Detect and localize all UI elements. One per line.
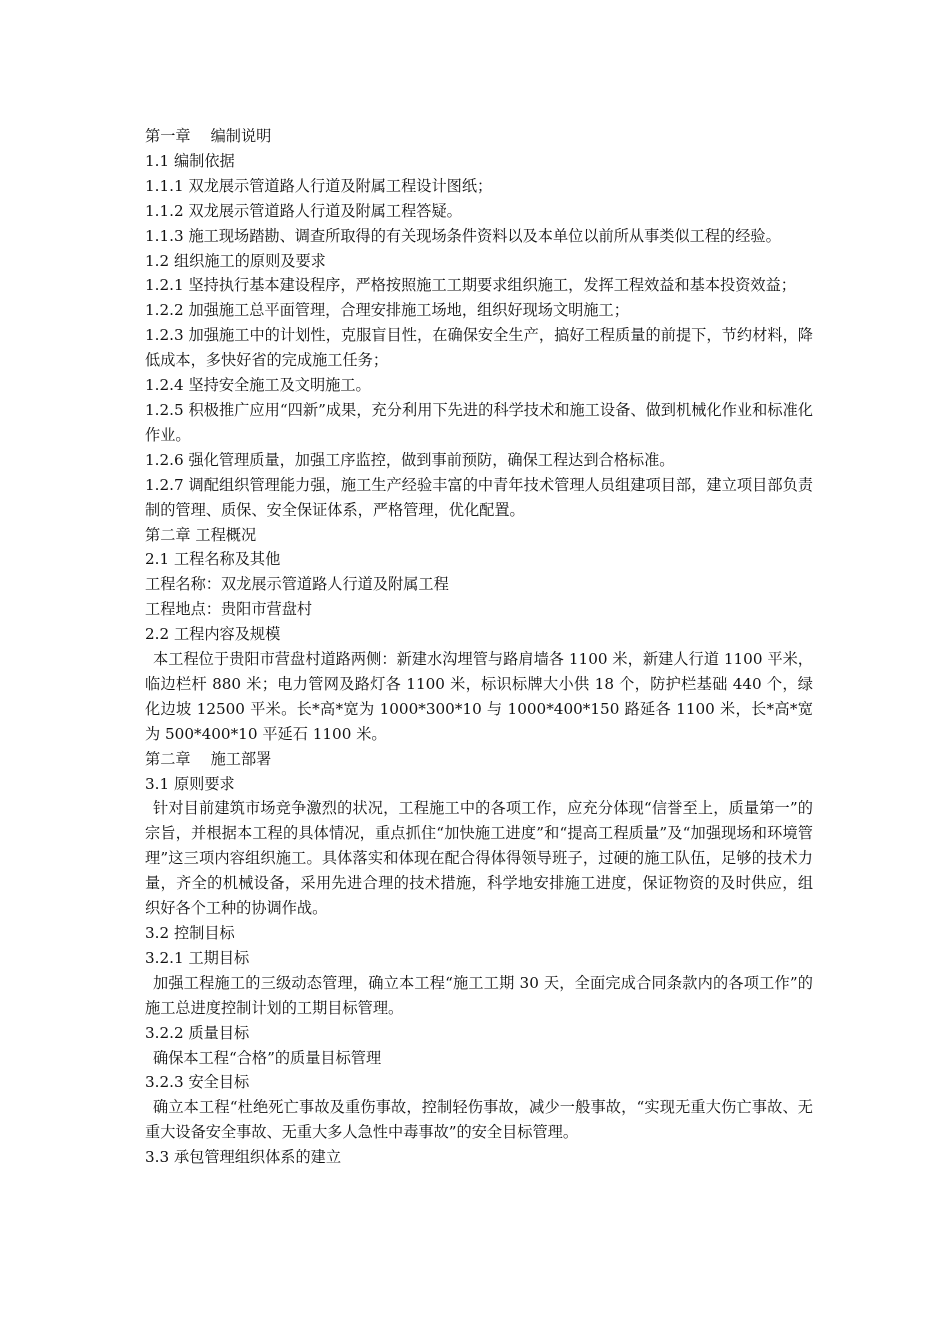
- section-2-2-body: 本工程位于贵阳市营盘村道路两侧：新建水沟埋管与路肩墙各 1100 米，新建人行道 1100 平米，临边栏杆 880 米；电力管网及路灯各 1100 米，标识标牌大小供 18 个，防护栏基础 440 个，绿化边坡 12500 平米。长*高*宽为 1000*300*10 与 1000*400*150 路延各 1100 米，长*高*宽为 500*400*10 平延石 1100 米。: [145, 650, 813, 743]
- section-3-2-3-body: 确立本工程“杜绝死亡事故及重伤事故，控制轻伤事故，减少一般事故，“实现无重大伤亡事故、无重大设备安全事故、无重大多人急性中毒事故”的安全目标管理。: [145, 1098, 813, 1142]
- item-1-1-2: 1.1.2 双龙展示管道路人行道及附属工程答疑。: [145, 201, 462, 220]
- section-3-2-1-body: 加强工程施工的三级动态管理，确立本工程“施工工期 30 天，全面完成合同条款内的各项工作”的施工总进度控制计划的工期目标管理。: [145, 973, 813, 1017]
- section-3-1-body: 针对目前建筑市场竞争激烈的状况，工程施工中的各项工作，应充分体现“信誉至上，质量第一”的宗旨，并根据本工程的具体情况，重点抓住“加快施工进度”和“提高工程质量”及“加强现场和环境管理”这三项内容组织施工。具体落实和体现在配合得体得领导班子，过硬的施工队伍，足够的技术力量，齐全的机械设备，采用先进合理的技术措施，科学地安排施工进度，保证物资的及时供应，组织好各个工种的协调作战。: [145, 799, 813, 918]
- section-3-2-3-heading: 3.2.3 安全目标: [145, 1073, 250, 1092]
- chapter-3-title: 第二章 施工部署: [145, 749, 272, 768]
- section-3-2-2-heading: 3.2.2 质量目标: [145, 1023, 250, 1042]
- item-1-2-7: 1.2.7 调配组织管理能力强，施工生产经验丰富的中青年技术管理人员组建项目部，建立项目部负责制的管理、质保、安全保证体系，严格管理，优化配置。: [145, 475, 813, 519]
- section-3-2-2-body: 确保本工程“合格”的质量目标管理: [153, 1048, 382, 1067]
- section-2-1-heading: 2.1 工程名称及其他: [145, 550, 281, 569]
- section-1-2-heading: 1.2 组织施工的原则及要求: [145, 251, 326, 270]
- item-1-1-3: 1.1.3 施工现场踏勘、调查所取得的有关现场条件资料以及本单位以前所从事类似工程的经验。: [145, 226, 781, 245]
- item-1-2-6: 1.2.6 强化管理质量，加强工序监控，做到事前预防，确保工程达到合格标准。: [145, 450, 675, 469]
- section-3-2-1-heading: 3.2.1 工期目标: [145, 948, 250, 967]
- section-3-2-heading: 3.2 控制目标: [145, 924, 235, 942]
- section-3-3-heading: 3.3 承包管理组织体系的建立: [145, 1148, 342, 1167]
- document-page: [145, 124, 813, 1170]
- chapter-2-title: 第二章 工程概况: [145, 525, 257, 544]
- item-1-2-2: 1.2.2 加强施工总平面管理，合理安排施工场地，组织好现场文明施工；: [145, 301, 629, 320]
- section-3-1-heading: 3.1 原则要求: [145, 774, 235, 793]
- section-1-1-heading: 1.1 编制依据: [145, 151, 235, 170]
- project-location: 工程地点：贵阳市营盘村: [145, 600, 313, 619]
- section-2-2-heading: 2.2 工程内容及规模: [145, 625, 281, 644]
- item-1-2-1: 1.2.1 坚持执行基本建设程序，严格按照施工工期要求组织施工，发挥工程效益和基本投资效益；: [145, 276, 796, 295]
- project-name: 工程名称：双龙展示管道路人行道及附属工程: [145, 575, 449, 594]
- item-1-2-4: 1.2.4 坚持安全施工及文明施工。: [145, 376, 371, 395]
- item-1-2-3: 1.2.3 加强施工中的计划性，克服盲目性，在确保安全生产，搞好工程质量的前提下，节约材料，降低成本，多快好省的完成施工任务；: [145, 326, 813, 370]
- chapter-1-title: 第一章 编制说明: [145, 127, 272, 145]
- item-1-1-1: 1.1.1 双龙展示管道路人行道及附属工程设计图纸；: [145, 176, 493, 195]
- item-1-2-5: 1.2.5 积极推广应用“四新”成果，充分利用下先进的科学技术和施工设备、做到机械化作业和标准化作业。: [145, 400, 813, 444]
